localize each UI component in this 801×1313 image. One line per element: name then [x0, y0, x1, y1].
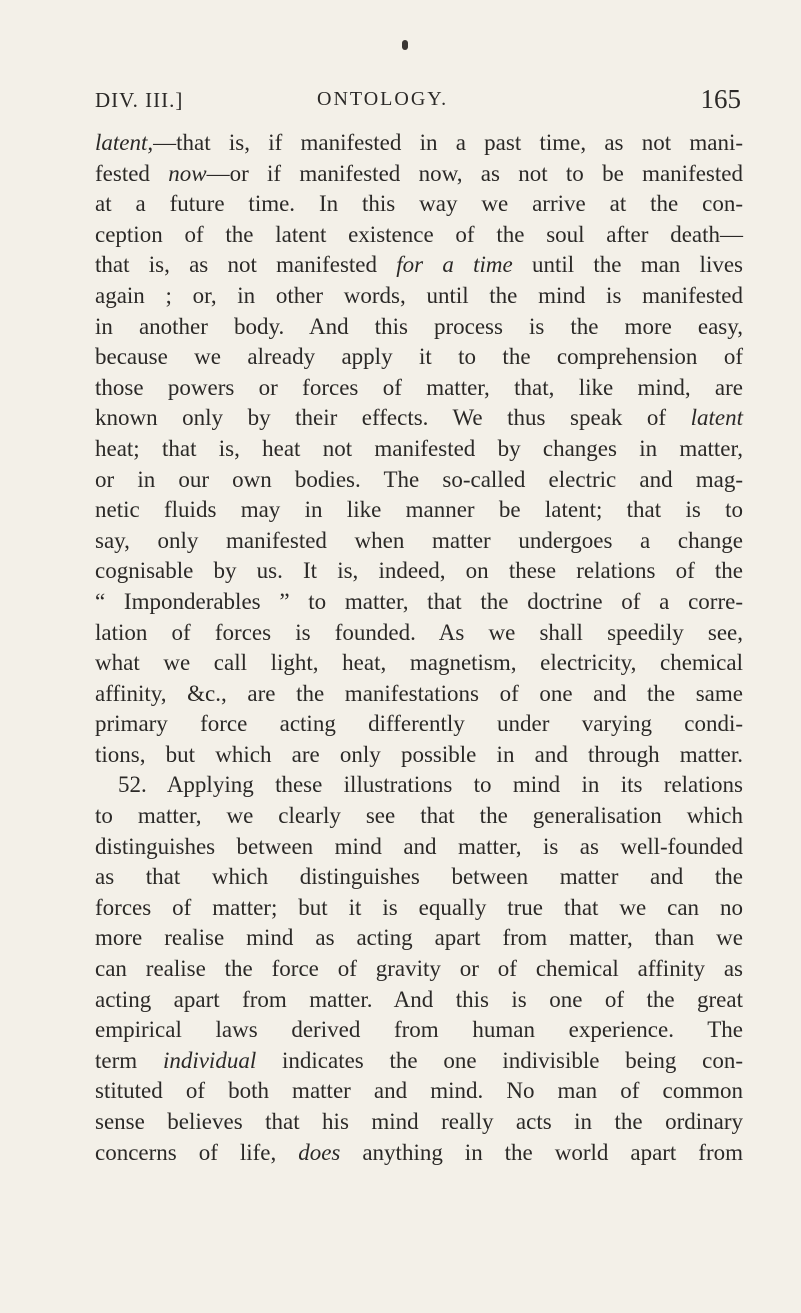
text-run: heat; that is, heat not manifested by changes in matter,: [95, 435, 743, 461]
text-line: [95, 618, 743, 649]
page-number: 165: [700, 84, 741, 114]
text-run: distinguishes between mind and matter, is as well-founded: [95, 833, 743, 859]
text-line: [95, 312, 743, 343]
ink-speck: [402, 40, 408, 50]
text-run: concerns of life,: [95, 1139, 299, 1165]
text-run: that is, as not manifested: [95, 252, 397, 278]
text-line: [95, 740, 743, 771]
text-line: [95, 1076, 743, 1107]
text-line: [95, 556, 743, 587]
text-run: —that is, if manifested in a past time, as not mani-: [153, 130, 743, 155]
text-line: [95, 159, 743, 190]
text-line: [95, 985, 743, 1016]
text-run: acting apart from matter. And this is one of the great: [95, 986, 743, 1012]
text-line: [95, 679, 743, 710]
text-line: [95, 832, 743, 863]
text-run: at a future time. In this way we arrive at the con-: [95, 191, 743, 217]
text-line: [95, 1046, 743, 1077]
italic-text: latent,: [95, 130, 154, 155]
text-run: stituted of both matter and mind. No man of common: [95, 1078, 743, 1104]
text-run: until the man lives: [512, 252, 743, 278]
running-head: [95, 84, 741, 120]
text-run: anything in the world apart from: [340, 1139, 743, 1165]
text-run: sense believes that his mind really acts in the ordinary: [95, 1109, 743, 1134]
text-line: [95, 587, 743, 618]
body-text: [95, 128, 743, 1168]
division-label: DIV. III.]: [95, 88, 184, 112]
text-line: [95, 128, 743, 159]
text-run: in another body. And this process is the more easy,: [95, 313, 743, 339]
text-run: affinity, &c., are the manifestations of one and the same: [95, 680, 743, 706]
text-line: [95, 342, 743, 373]
text-line: [95, 770, 743, 801]
text-run: netic fluids may in like manner be latent; that is to: [95, 497, 743, 523]
text-run: term: [95, 1047, 163, 1073]
text-run: primary force acting differently under varying condi-: [95, 711, 743, 737]
text-run: ception of the latent existence of the soul after death—: [95, 221, 743, 247]
text-run: forces of matter; but it is equally true that we can no: [95, 894, 743, 920]
text-line: [95, 954, 743, 985]
text-run: more realise mind as acting apart from matter, than we: [95, 925, 743, 951]
text-run: those powers or forces of matter, that, like mind, are: [95, 374, 743, 400]
text-run: as that which distinguishes between matter and the: [95, 864, 743, 890]
text-run: to matter, we clearly see that the generalisation which: [95, 803, 743, 829]
text-run: say, only manifested when matter undergoes a change: [95, 527, 743, 553]
text-run: empirical laws derived from human experience. The: [95, 1017, 743, 1043]
text-run: fested: [95, 160, 169, 186]
text-run: tions, but which are only possible in and through matter.: [95, 741, 743, 767]
text-line: [95, 526, 743, 557]
text-line: [95, 250, 743, 281]
text-line: [95, 1107, 743, 1138]
text-line: [95, 862, 743, 893]
text-line: [95, 648, 743, 679]
text-run: or in our own bodies. The so-called electric and mag-: [95, 466, 743, 492]
text-line: [95, 189, 743, 220]
text-run: lation of forces is founded. As we shall speedily see,: [95, 619, 743, 645]
text-line: [95, 373, 743, 404]
text-line: [95, 495, 743, 526]
italic-text: now: [168, 160, 207, 186]
text-line: [95, 403, 743, 434]
text-line: [95, 281, 743, 312]
text-run: 52. Applying these illustrations to mind in its relations: [118, 772, 743, 798]
text-run: cognisable by us. It is, indeed, on these relations of the: [95, 558, 743, 584]
text-run: “ Imponderables ” to matter, that the doctrine of a corre-: [95, 588, 743, 614]
text-run: known only by their effects. We thus speak of: [95, 405, 691, 431]
text-run: can realise the force of gravity or of chemical affinity as: [95, 956, 743, 982]
text-line: [95, 1015, 743, 1046]
text-run: what we call light, heat, magnetism, electricity, chemical: [95, 650, 743, 676]
italic-text: for a time: [396, 252, 513, 278]
text-line: [95, 801, 743, 832]
text-run: again ; or, in other words, until the mind is manifested: [95, 282, 743, 308]
chapter-title: ONTOLOGY.: [317, 88, 449, 110]
text-line: [95, 893, 743, 924]
text-line: [95, 434, 743, 465]
italic-text: latent: [690, 405, 743, 431]
text-run: because we already apply it to the comprehension of: [95, 344, 743, 370]
text-line: [95, 1138, 743, 1169]
text-line: [95, 709, 743, 740]
text-run: —or if manifested now, as not to be manifested: [206, 160, 743, 186]
text-line: [95, 923, 743, 954]
text-line: [95, 220, 743, 251]
italic-text: does: [298, 1139, 341, 1165]
italic-text: individual: [162, 1047, 257, 1073]
text-run: indicates the one indivisible being con-: [256, 1047, 743, 1073]
text-line: [95, 465, 743, 496]
